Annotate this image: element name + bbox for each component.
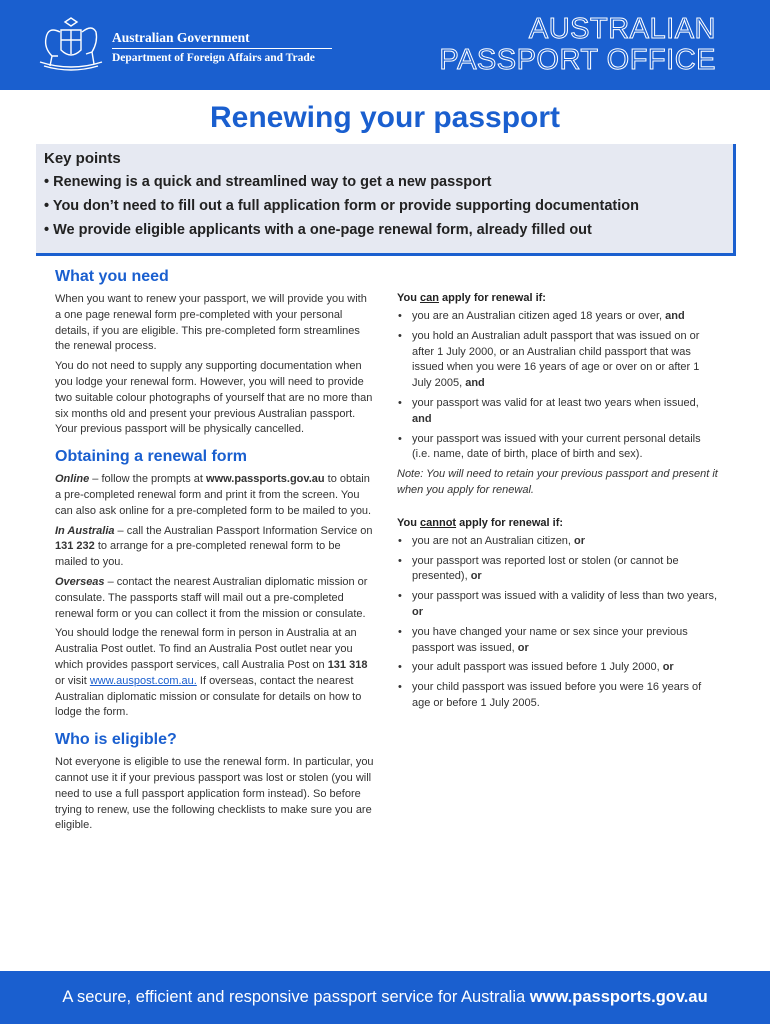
left-column xyxy=(55,268,375,844)
list-item-text: your passport was issued with your current personal details (i.e. name, date of birth, place of birth and sex). xyxy=(412,432,701,461)
obtaining-heading: Obtaining a renewal form xyxy=(55,448,248,466)
key-points-heading: Key points xyxy=(44,150,121,167)
list-item-text: you hold an Australian adult passport that was issued on or after 1 July 2000, or an Australian child passport that was issued when you were 16 years of age or over on or after 1 July 2005, xyxy=(412,329,700,390)
lodge-text-c: If overseas, contact the nearest Australian diplomatic mission or consulate for details on how to lodge the form. xyxy=(55,674,362,719)
eligible-heading: Who is eligible? xyxy=(55,731,177,749)
department-name: Department of Foreign Affairs and Trade xyxy=(112,52,315,64)
australia-text-a: – call the Australian Passport Information Service on xyxy=(114,524,373,537)
list-item-text: your passport was reported lost or stolen (or cannot be presented), xyxy=(412,554,679,583)
list-item-conjunction: or xyxy=(517,641,529,654)
can-apply-heading xyxy=(397,292,719,304)
list-item xyxy=(397,396,719,428)
list-item-text: your child passport was issued before you were 16 years of age or before 1 July 2005. xyxy=(412,681,702,709)
eligible-paragraph: Not everyone is eligible to use the renewal form. In particular, you cannot use it if your previous passport was lost or stolen (you will need to use a full passport application form instead). So before trying to renew, use the following checklists to make sure you are eligible. xyxy=(55,756,374,832)
list-item-conjunction: and xyxy=(465,377,485,390)
list-item xyxy=(397,625,719,657)
apis-phone: 131 232 xyxy=(55,540,95,553)
lodge-text-a: You should lodge the renewal form in person in Australia at an Australia Post outlet. To find an Australia Post outlet near you which provides passport services, call Australia Post on xyxy=(55,627,357,671)
footer-banner xyxy=(0,971,770,1024)
what-you-need-heading: What you need xyxy=(55,268,169,285)
australia-text-b: to arrange for a pre-completed renewal form to be mailed to you. xyxy=(55,540,341,569)
header-divider xyxy=(112,48,332,49)
list-item xyxy=(397,554,719,586)
government-title: Australian Government xyxy=(112,30,250,45)
overseas-label: Overseas xyxy=(55,575,105,588)
online-paragraph xyxy=(55,472,375,519)
auspost-phone: 131 318 xyxy=(327,658,368,671)
list-item-conjunction: and xyxy=(412,412,432,425)
can-apply-list xyxy=(397,309,719,463)
list-item-text: your passport was valid for at least two years when issued, xyxy=(412,396,699,409)
online-label: Online xyxy=(55,473,90,486)
list-item-conjunction: or xyxy=(662,661,674,674)
can-head-b: apply for renewal if: xyxy=(438,292,546,304)
office-line-2: PASSPORT OFFICE xyxy=(439,44,716,76)
list-item xyxy=(397,309,719,325)
list-item xyxy=(397,534,719,550)
list-item-text: you are not an Australian citizen, xyxy=(412,534,575,547)
auspost-link[interactable]: www.auspost.com.au. xyxy=(89,674,197,687)
list-item-text: your adult passport was issued before 1 July 2000, xyxy=(412,661,663,674)
what-you-need-section xyxy=(55,268,375,438)
lodge-paragraph xyxy=(55,626,375,721)
key-point-item: • You don’t need to fill out a full application form or provide supporting documentation xyxy=(44,198,639,214)
key-point-item: • Renewing is a quick and streamlined way to get a new passport xyxy=(44,174,492,190)
passport-office-logo xyxy=(416,14,716,76)
list-item-text: you have changed your name or sex since your previous passport was issued, xyxy=(412,625,688,654)
header-banner xyxy=(0,0,770,90)
key-point-item: • We provide eligible applicants with a one-page renewal form, already filled out xyxy=(44,222,592,238)
what-you-need-paragraph-1: When you want to renew your passport, we will provide you with a one page renewal form pre-completed with your personal details, if you are eligible. This pre-completed form streamlines the renewal process. xyxy=(55,293,367,353)
list-item xyxy=(397,680,719,712)
cannot-head-a: You xyxy=(397,516,421,529)
overseas-text: – contact the nearest Australian diplomatic mission or consulate. The passports staff will mail out a pre-completed renewal form or you can collect it from the mission or consulate. xyxy=(55,575,368,620)
cannot-head-word: cannot xyxy=(420,516,457,529)
list-item xyxy=(397,329,719,392)
list-item-text: your passport was issued with a validity of less than two years, xyxy=(412,590,718,603)
list-item-conjunction: or xyxy=(470,570,482,583)
page-title: Renewing your passport xyxy=(209,101,561,134)
list-item xyxy=(397,432,719,464)
lodge-text-b: or visit xyxy=(55,674,90,687)
retain-passport-note: Note: You will need to retain your previous passport and present it when you apply for renewal. xyxy=(397,468,718,496)
australia-label: In Australia xyxy=(55,524,115,537)
list-item xyxy=(397,589,719,621)
passports-url[interactable]: www.passports.gov.au xyxy=(206,473,325,486)
cannot-apply-heading xyxy=(397,517,719,529)
obtaining-section xyxy=(55,448,375,721)
list-item-conjunction: or xyxy=(412,605,423,618)
list-item-text: you are an Australian citizen aged 18 years or over, xyxy=(412,310,666,322)
list-item-conjunction: or xyxy=(574,534,586,547)
office-line-1: AUSTRALIAN xyxy=(528,13,716,45)
key-points-box xyxy=(36,144,736,256)
list-item-conjunction: and xyxy=(665,310,685,322)
overseas-paragraph xyxy=(55,575,375,622)
what-you-need-paragraph-2: You do not need to supply any supporting documentation when you lodge your renewal form. However, you will need to provide two suitable colour photographs of yourself that are no more than six months old and present your previous Australian passport. Your previous passport will be physically cancelled. xyxy=(55,360,373,436)
online-text-a: – follow the prompts at xyxy=(89,473,207,486)
right-column xyxy=(397,292,719,716)
australia-paragraph xyxy=(55,524,375,571)
can-head-a: You xyxy=(397,292,421,304)
can-head-word: can xyxy=(420,292,439,304)
footer-tagline: A secure, efficient and responsive passport service for Australia xyxy=(62,988,530,1006)
cannot-apply-list xyxy=(397,534,719,712)
online-text-b: to obtain a pre-completed renewal form and print it from the screen. You can also ask online for a pre-completed form to be mailed to you. xyxy=(55,473,372,517)
footer-url[interactable]: www.passports.gov.au xyxy=(529,988,708,1006)
list-item xyxy=(397,660,719,676)
cannot-head-b: apply for renewal if: xyxy=(456,516,564,529)
eligible-section xyxy=(55,731,375,834)
coat-of-arms-icon xyxy=(34,16,108,72)
